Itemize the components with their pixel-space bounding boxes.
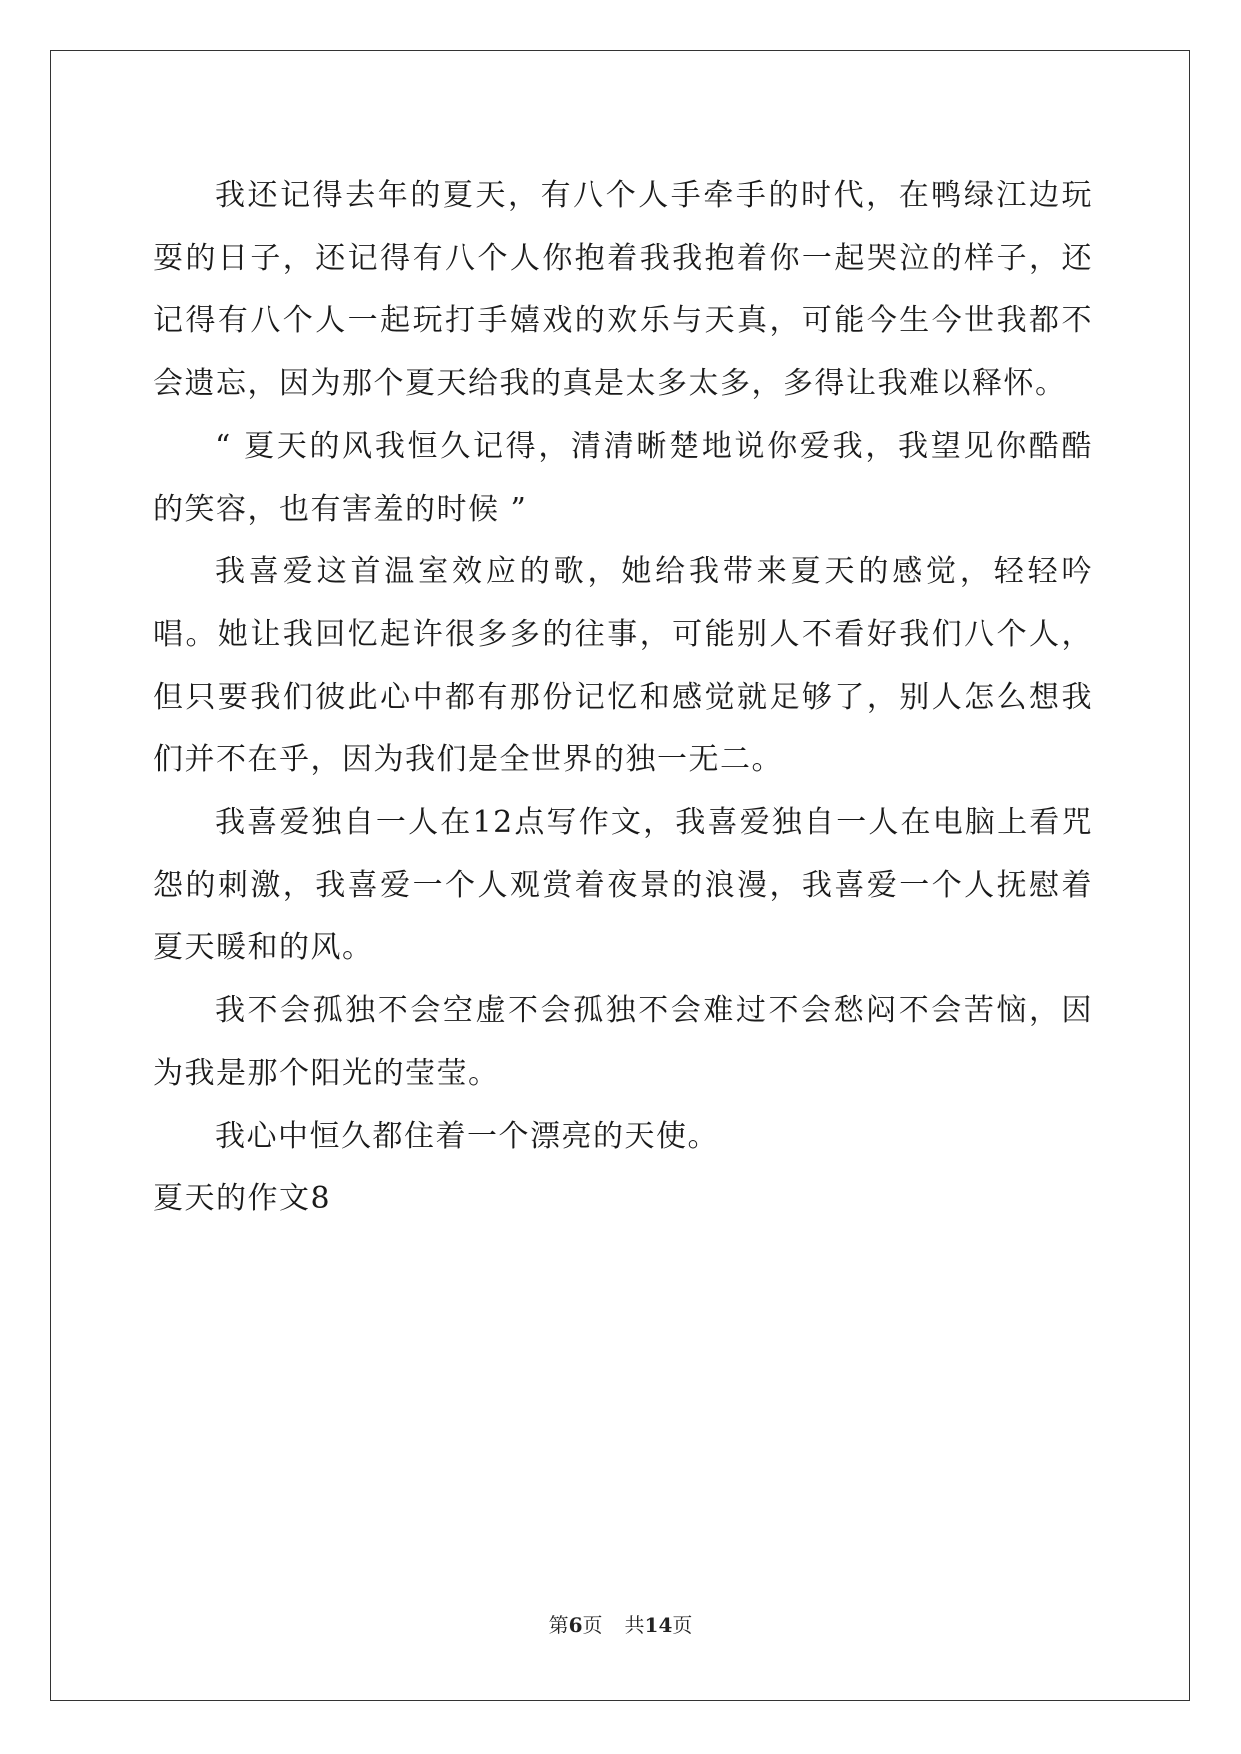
page-suffix: 页 bbox=[582, 1613, 603, 1637]
total-suffix: 页 bbox=[672, 1613, 693, 1637]
paragraph: 我心中恒久都住着一个漂亮的天使。 bbox=[215, 1118, 719, 1154]
page-number: 6 bbox=[568, 1613, 583, 1637]
total-prefix: 共 bbox=[624, 1613, 645, 1637]
paragraph: 我还记得去年的夏天，有八个人手牵手的时代，在鸭绿江边玩耍的日子，还记得有八个人你抱着我我抱着你一起哭泣的样子，还记得有八个人一起玩打手嬉戏的欢乐与天真，可能今生今世我都不会遗忘，因为那个夏天给我的真是太多太多，多得让我难以释怀。 bbox=[153, 178, 1093, 402]
paragraph: 我喜爱这首温室效应的歌，她给我带来夏天的感觉，轻轻吟唱。她让我回忆起许很多多的往事，可能别人不看好我们八个人，但只要我们彼此心中都有那份记忆和感觉就足够了，别人怎么想我们并不在乎，因为我们是全世界的独一无二。 bbox=[153, 554, 1093, 778]
paragraph: “ 夏天的风我恒久记得，清清晰楚地说你爱我，我望见你酷酷的笑容，也有害羞的时候 ” bbox=[153, 428, 1093, 527]
paragraph: 我喜爱独自一人在12点写作文，我喜爱独自一人在电脑上看咒怨的刺激，我喜爱一个人观赏着夜景的浪漫，我喜爱一个人抚慰着夏天暖和的风。 bbox=[153, 805, 1093, 966]
document-body bbox=[153, 165, 1093, 1231]
section-heading: 夏天的作文8 bbox=[153, 1181, 332, 1217]
page-footer bbox=[0, 1613, 1241, 1637]
paragraph: 我不会孤独不会空虚不会孤独不会难过不会愁闷不会苦恼，因为我是那个阳光的莹莹。 bbox=[153, 993, 1093, 1091]
total-pages: 14 bbox=[644, 1613, 673, 1637]
page-prefix: 第 bbox=[548, 1613, 569, 1637]
